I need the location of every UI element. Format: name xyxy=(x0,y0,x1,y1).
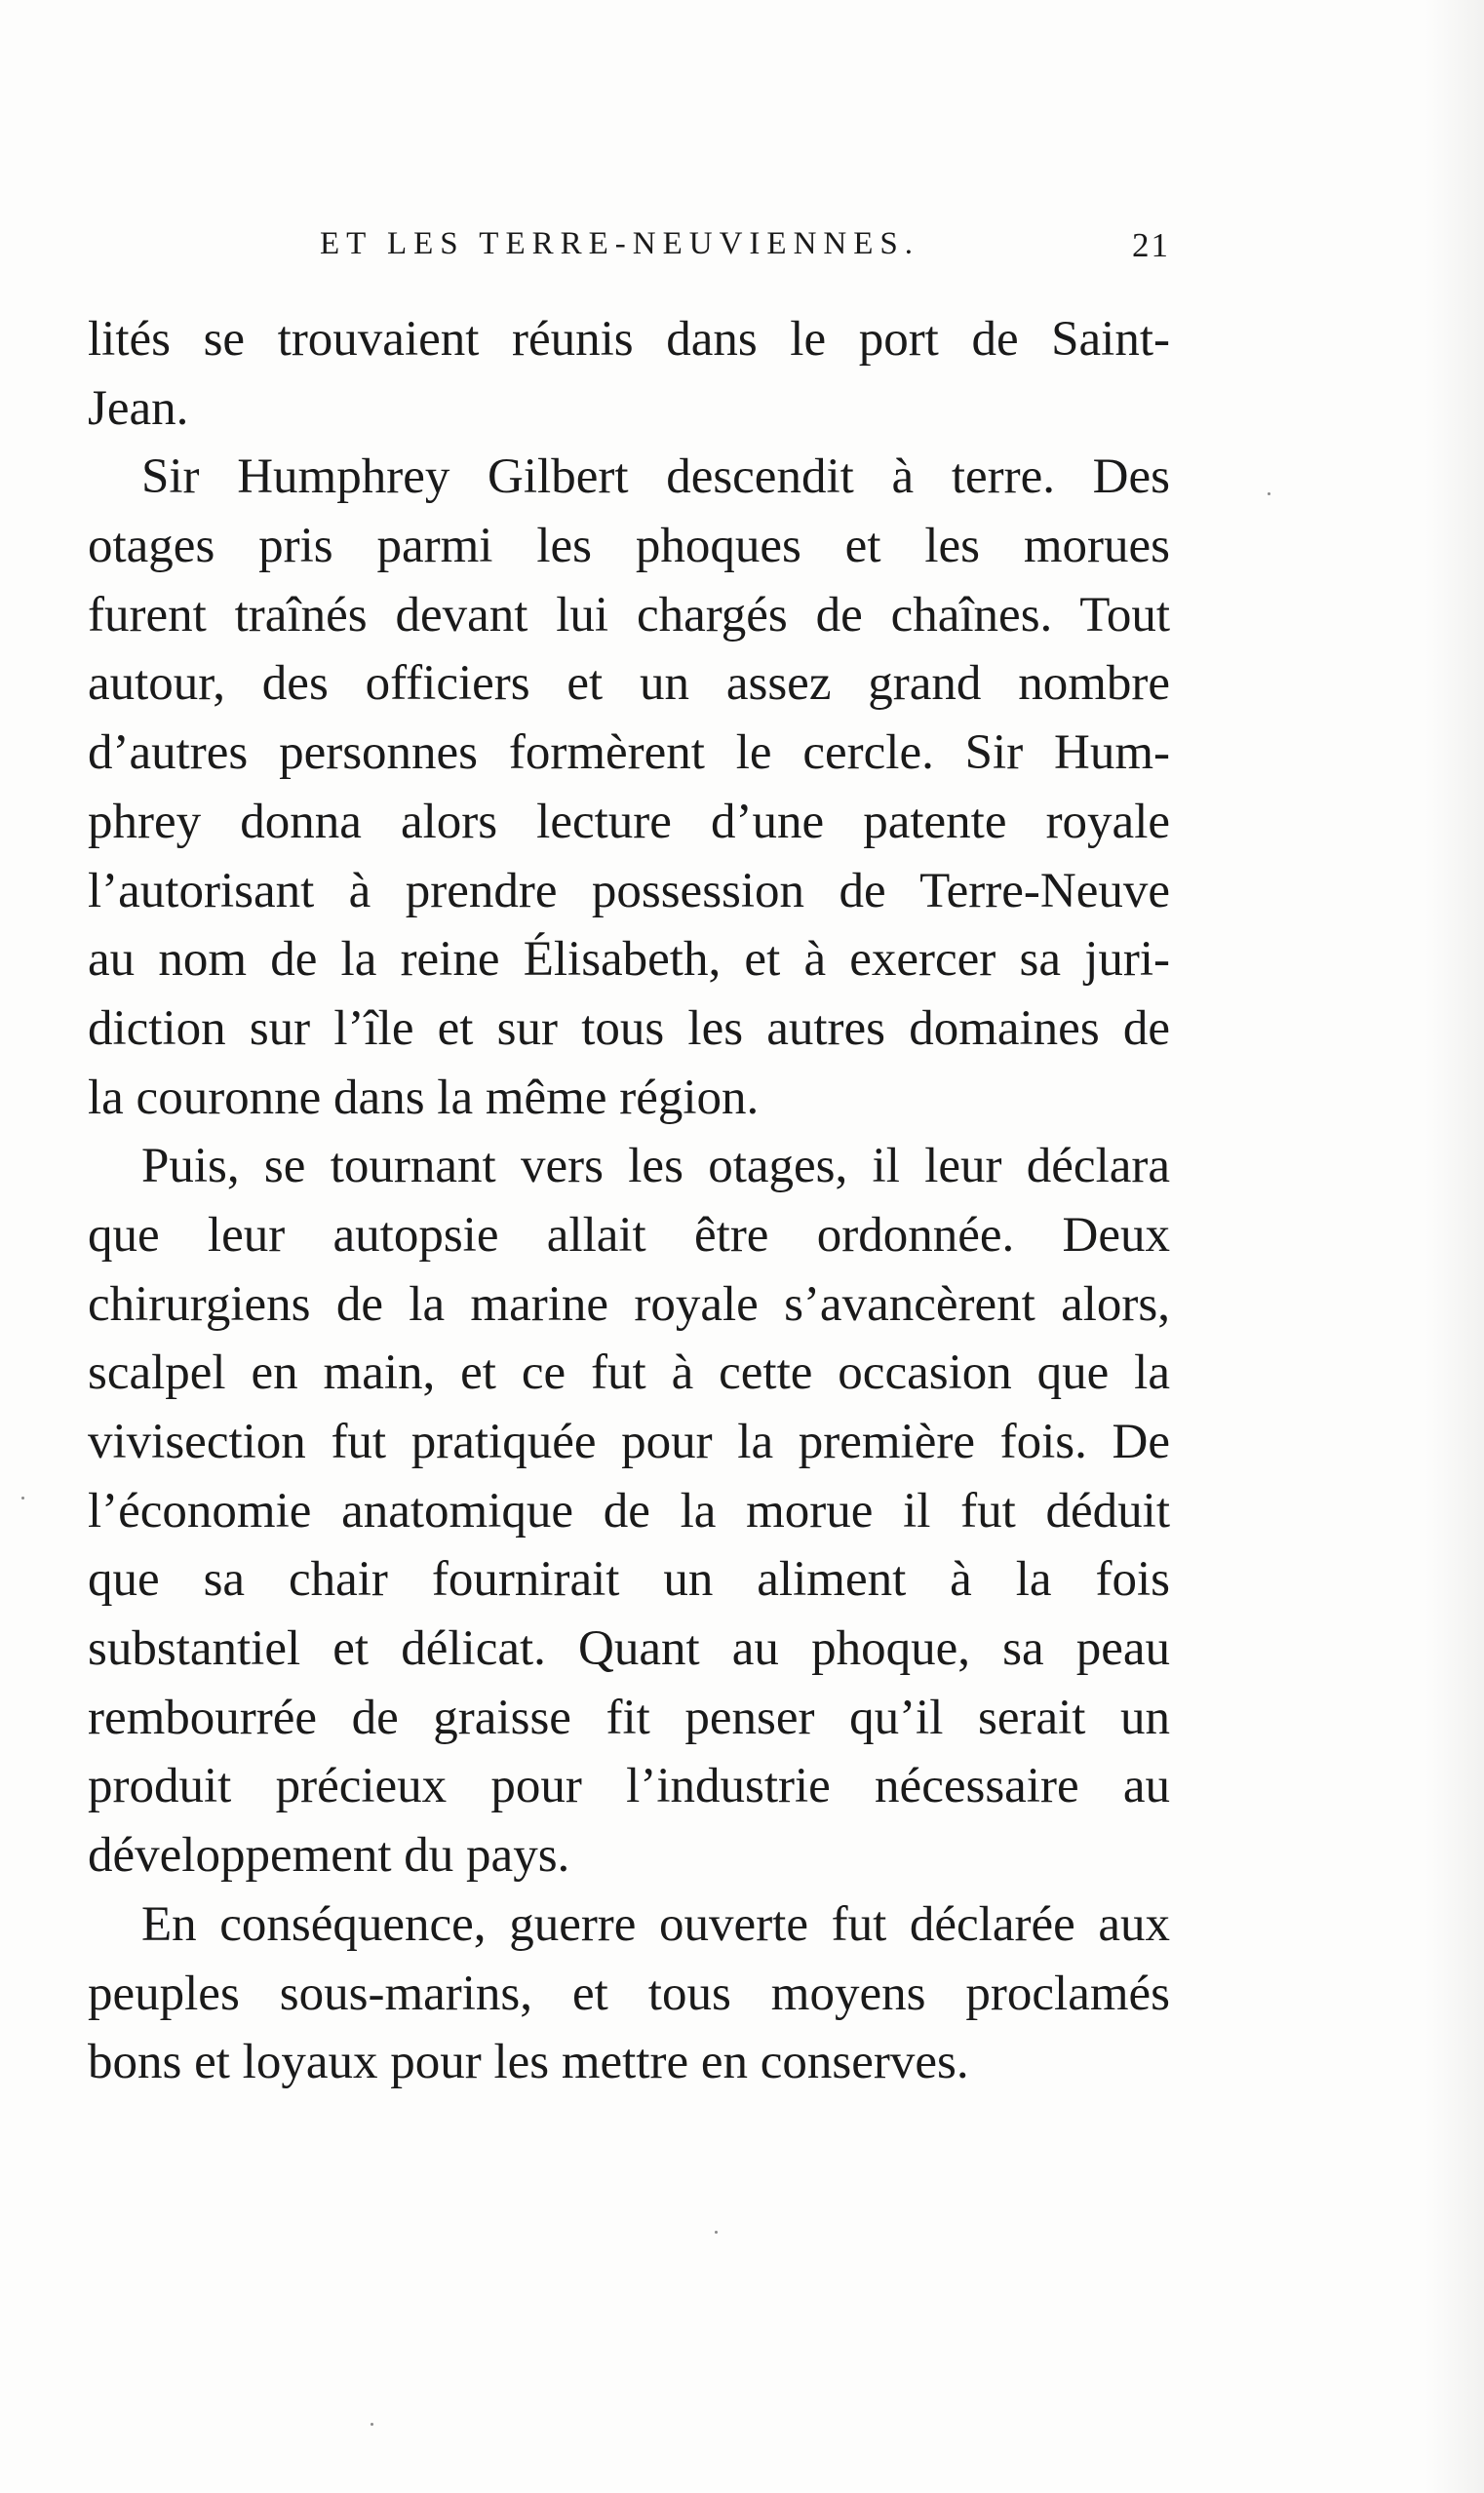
paper-speck xyxy=(1268,492,1270,495)
text-line: d’autres personnes formèrent le cercle. Sir Hum- xyxy=(88,725,1170,781)
text-line: Jean. xyxy=(88,380,189,436)
text-line: produit précieux pour l’industrie nécessaire au xyxy=(88,1759,1170,1814)
text-line: rembourrée de graisse fit penser qu’il serait un xyxy=(88,1690,1170,1745)
text-line: scalpel en main, et ce fut à cette occasion que la xyxy=(88,1345,1170,1401)
text-line: vivisection fut pratiquée pour la première fois. De xyxy=(88,1415,1170,1469)
text-line: furent traînés devant lui chargés de chaînes. Tout xyxy=(88,587,1170,643)
text-line: que leur autopsie allait être ordonnée. Deux xyxy=(88,1207,1170,1263)
text-line: la couronne dans la même région. xyxy=(88,1070,760,1125)
running-head xyxy=(88,226,1170,275)
text-line: Puis, se tournant vers les otages, il leur déclara xyxy=(141,1139,1170,1194)
page-number: 21 xyxy=(1132,226,1170,264)
text-line: Sir Humphrey Gilbert descendit à terre. Des xyxy=(141,449,1170,505)
body-text xyxy=(88,305,1170,2097)
text-line: diction sur l’île et sur tous les autres domaines de xyxy=(88,1000,1170,1056)
text-line: peuples sous-marins, et tous moyens proclamés xyxy=(88,1966,1170,2021)
text-line: l’autorisant à prendre possession de Terre-Neuve xyxy=(88,863,1170,918)
paper-speck xyxy=(21,1497,24,1500)
running-title: ET LES TERRE-NEUVIENNES. xyxy=(320,226,919,261)
text-line: otages pris parmi les phoques et les morues xyxy=(88,519,1170,574)
text-line: substantiel et délicat. Quant au phoque, sa peau xyxy=(88,1621,1170,1677)
paper-speck xyxy=(715,2231,718,2234)
text-line: chirurgiens de la marine royale s’avancèrent alors, xyxy=(88,1276,1170,1332)
paper-speck xyxy=(371,2423,373,2426)
text-line: autour, des officiers et un assez grand nombre xyxy=(88,656,1170,712)
text-line: bons et loyaux pour les mettre en conserves. xyxy=(88,2035,969,2090)
text-line: l’économie anatomique de la morue il fut déduit xyxy=(88,1483,1170,1539)
page-edge-shadow xyxy=(1425,0,1484,2493)
text-line: lités se trouvaient réunis dans le port de Saint- xyxy=(88,312,1170,367)
text-line: que sa chair fournirait un aliment à la fois xyxy=(88,1552,1170,1608)
text-line: au nom de la reine Élisabeth, et à exercer sa juri- xyxy=(88,932,1170,988)
text-line: En conséquence, guerre ouverte fut déclarée aux xyxy=(141,1896,1170,1952)
text-line: développement du pays. xyxy=(88,1828,570,1884)
text-line: phrey donna alors lecture d’une patente royale xyxy=(88,794,1170,849)
